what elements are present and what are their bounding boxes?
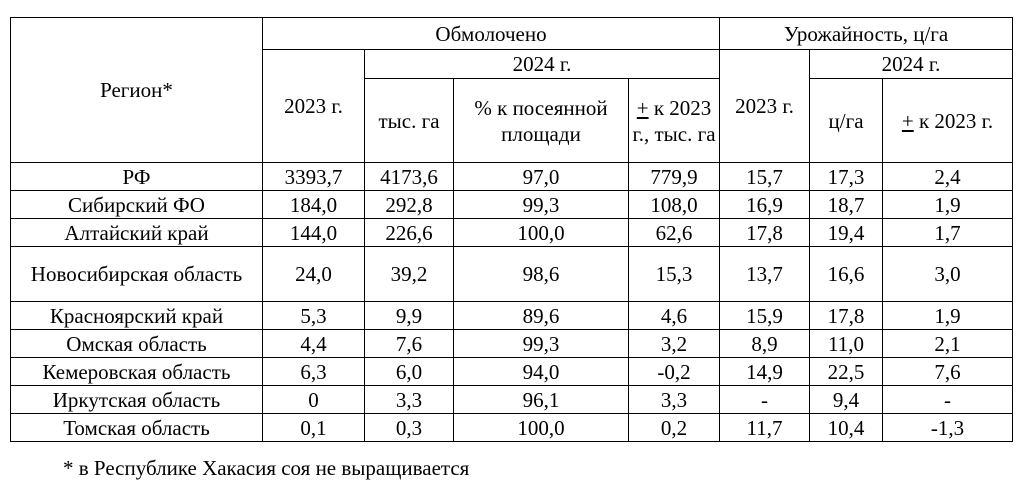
cell-region: Омская область — [11, 330, 263, 358]
cell-pct-sown: 99,3 — [454, 191, 629, 219]
cell-threshed-2023: 5,3 — [263, 302, 365, 330]
cell-yield-2024: 19,4 — [810, 219, 883, 247]
cell-pct-sown: 94,0 — [454, 358, 629, 386]
cell-yield-2024: 9,4 — [810, 386, 883, 414]
cell-threshed-2024: 7,6 — [365, 330, 454, 358]
cell-threshed-2024: 292,8 — [365, 191, 454, 219]
cell-yield-2023: 13,7 — [720, 247, 810, 302]
col-header-threshed-2024: 2024 г. — [365, 50, 720, 79]
col-header-yield-diff — [883, 79, 1013, 163]
cell-region: Кемеровская область — [11, 358, 263, 386]
cell-yield-diff: 1,7 — [883, 219, 1013, 247]
cell-threshed-2024: 4173,6 — [365, 163, 454, 191]
cell-yield-2023: 17,8 — [720, 219, 810, 247]
cell-threshed-2023: 4,4 — [263, 330, 365, 358]
cell-diff-2023: 4,6 — [629, 302, 720, 330]
cell-yield-2024: 16,6 — [810, 247, 883, 302]
cell-region: РФ — [11, 163, 263, 191]
table-row — [11, 247, 1013, 302]
cell-yield-2024: 22,5 — [810, 358, 883, 386]
col-header-pct-sown: % к посеянной площади — [454, 79, 629, 163]
cell-threshed-2024: 0,3 — [365, 414, 454, 442]
col-header-thousand-ha: тыс. га — [365, 79, 454, 163]
cell-yield-2024: 11,0 — [810, 330, 883, 358]
cell-yield-2023: 8,9 — [720, 330, 810, 358]
cell-yield-diff: 2,4 — [883, 163, 1013, 191]
col-header-yield-2023: 2023 г. — [720, 50, 810, 163]
cell-yield-diff: 3,0 — [883, 247, 1013, 302]
plus-minus-sign: + — [901, 108, 914, 133]
table-row — [11, 414, 1013, 442]
table-row — [11, 358, 1013, 386]
cell-threshed-2024: 226,6 — [365, 219, 454, 247]
table-row — [11, 191, 1013, 219]
cell-threshed-2024: 9,9 — [365, 302, 454, 330]
cell-threshed-2023: 0 — [263, 386, 365, 414]
cell-region: Сибирский ФО — [11, 191, 263, 219]
cell-yield-2024: 17,8 — [810, 302, 883, 330]
table-row — [11, 330, 1013, 358]
cell-diff-2023: 3,2 — [629, 330, 720, 358]
col-header-diff-thousand-ha — [629, 79, 720, 163]
cell-region: Томская область — [11, 414, 263, 442]
cell-diff-2023: 779,9 — [629, 163, 720, 191]
cell-pct-sown: 97,0 — [454, 163, 629, 191]
col-header-yield-2024: 2024 г. — [810, 50, 1013, 79]
cell-threshed-2023: 184,0 — [263, 191, 365, 219]
table-body — [11, 163, 1013, 442]
cell-yield-2023: - — [720, 386, 810, 414]
cell-yield-2024: 18,7 — [810, 191, 883, 219]
cell-threshed-2023: 6,3 — [263, 358, 365, 386]
footnote: * в Республике Хакасия соя не выращивается — [63, 456, 470, 480]
cell-yield-2024: 10,4 — [810, 414, 883, 442]
cell-yield-2023: 11,7 — [720, 414, 810, 442]
cell-threshed-2023: 0,1 — [263, 414, 365, 442]
cell-yield-diff: 2,1 — [883, 330, 1013, 358]
cell-diff-2023: 0,2 — [629, 414, 720, 442]
cell-threshed-2024: 3,3 — [365, 386, 454, 414]
table-row — [11, 219, 1013, 247]
cell-region: Новосибирская область — [11, 247, 263, 302]
cell-yield-2024: 17,3 — [810, 163, 883, 191]
cell-threshed-2023: 144,0 — [263, 219, 365, 247]
cell-pct-sown: 100,0 — [454, 219, 629, 247]
soy-harvest-table — [10, 17, 1013, 442]
col-header-threshed-2023: 2023 г. — [263, 50, 365, 163]
cell-region: Иркутская область — [11, 386, 263, 414]
cell-diff-2023: 3,3 — [629, 386, 720, 414]
col-header-yield: Урожайность, ц/га — [720, 18, 1013, 50]
cell-pct-sown: 99,3 — [454, 330, 629, 358]
table-row — [11, 163, 1013, 191]
plus-minus-sign: + — [636, 95, 649, 120]
cell-pct-sown: 89,6 — [454, 302, 629, 330]
cell-yield-diff: 1,9 — [883, 302, 1013, 330]
yield-diff-label: к 2023 г. — [913, 108, 994, 133]
col-header-region: Регион* — [11, 18, 263, 163]
table-header — [11, 18, 1013, 163]
cell-threshed-2024: 6,0 — [365, 358, 454, 386]
cell-diff-2023: 62,6 — [629, 219, 720, 247]
diff-thousand-ha-label: к 2023 г., тыс. га — [632, 95, 716, 146]
col-header-threshed: Обмолочено — [263, 18, 720, 50]
cell-region: Красноярский край — [11, 302, 263, 330]
cell-yield-diff: -1,3 — [883, 414, 1013, 442]
cell-pct-sown: 98,6 — [454, 247, 629, 302]
col-header-cwt-ha: ц/га — [810, 79, 883, 163]
cell-yield-diff: - — [883, 386, 1013, 414]
cell-yield-2023: 15,9 — [720, 302, 810, 330]
cell-threshed-2024: 39,2 — [365, 247, 454, 302]
cell-yield-diff: 7,6 — [883, 358, 1013, 386]
cell-threshed-2023: 3393,7 — [263, 163, 365, 191]
cell-diff-2023: 108,0 — [629, 191, 720, 219]
cell-diff-2023: 15,3 — [629, 247, 720, 302]
cell-yield-diff: 1,9 — [883, 191, 1013, 219]
cell-yield-2023: 14,9 — [720, 358, 810, 386]
table-row — [11, 386, 1013, 414]
cell-yield-2023: 16,9 — [720, 191, 810, 219]
cell-pct-sown: 96,1 — [454, 386, 629, 414]
table-row — [11, 302, 1013, 330]
cell-yield-2023: 15,7 — [720, 163, 810, 191]
cell-diff-2023: -0,2 — [629, 358, 720, 386]
cell-region: Алтайский край — [11, 219, 263, 247]
cell-pct-sown: 100,0 — [454, 414, 629, 442]
cell-threshed-2023: 24,0 — [263, 247, 365, 302]
